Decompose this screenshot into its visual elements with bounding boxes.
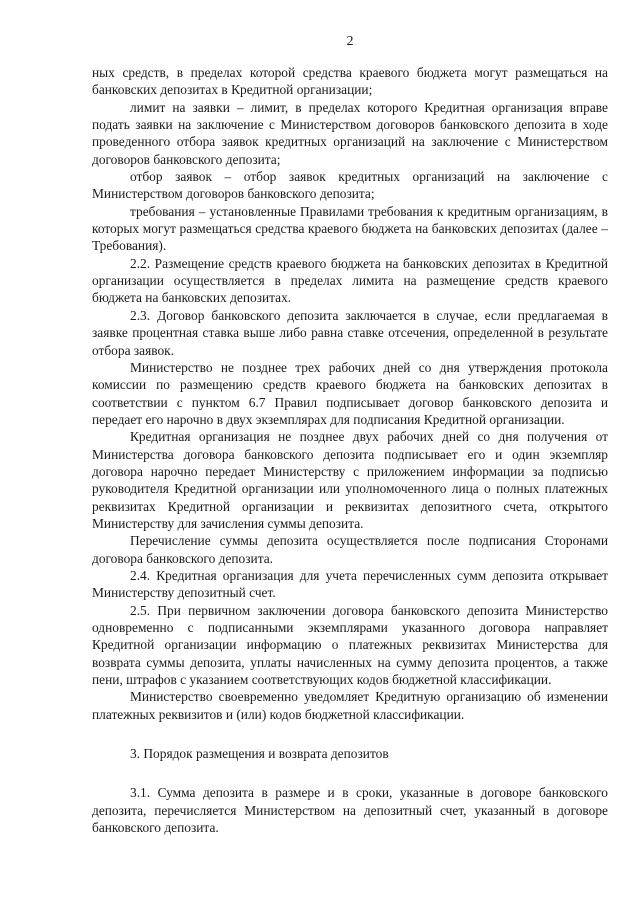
document-body — [92, 64, 608, 836]
paragraph-clause-2-3: 2.3. Договор банковского депозита заключается в случае, если предлагаемая в заявке процентная ставка выше либо равна ставке отсечения, определенной в результате отбора заявок. — [92, 307, 608, 358]
paragraph-definition-requirements: требования – установленные Правилами требования к кредитным организациям, в которых могут размещаться средства краевого бюджета на банковских депозитах (далее – Требования). — [92, 203, 608, 254]
paragraph-definition-application-limit: лимит на заявки – лимит, в пределах которого Кредитная организация вправе подать заявки на заключение с Министерством договоров банковского депозита в ходе проведенного отбора заявок кредитных организаций на заключение с Министерством договоров банковского депозита; — [92, 99, 608, 167]
paragraph-clause-2-5: 2.5. При первичном заключении договора банковского депозита Министерство одновременно с подписанными экземплярами указанного договора направляет Кредитной организации информацию о платежных реквизитах Министерства для возврата суммы депозита, уплаты начисленных на сумму депозита процентов, а также пени, штрафов с указанием соответствующих кодов бюджетной классификации. — [92, 602, 608, 688]
document-page — [92, 0, 608, 905]
section-heading: 3. Порядок размещения и возврата депозитов — [130, 746, 389, 762]
page-number: 2 — [346, 34, 354, 49]
paragraph-continuation: ных средств, в пределах которой средства краевого бюджета могут размещаться на банковских депозитах в Кредитной организации; — [92, 65, 608, 98]
paragraph-clause-2-4: 2.4. Кредитная организация для учета перечисленных сумм депозита открывает Министерству депозитный счет. — [92, 567, 608, 601]
paragraph-clause-3-1: 3.1. Сумма депозита в размере и в сроки, указанные в договоре банковского депозита, перечисляется Министерством на депозитный счет, указанный в договоре банковского депозита. — [92, 785, 608, 836]
spacer — [92, 723, 608, 745]
paragraph-ministry-notification: Министерство своевременно уведомляет Кредитную организацию об изменении платежных реквизитов и (или) кодов бюджетной классификации. — [92, 689, 608, 722]
paragraph-definition-application-selection: отбор заявок – отбор заявок кредитных организаций на заключение с Министерством договоров банковского депозита; — [92, 169, 608, 202]
spacer — [92, 762, 608, 784]
paragraph-deposit-transfer: Перечисление суммы депозита осуществляется после подписания Сторонами договора банковского депозита. — [92, 533, 608, 566]
paragraph-credit-org-signing: Кредитная организация не позднее двух рабочих дней со дня получения от Министерства договора банковского депозита подписывает его и один экземпляр договора нарочно передает Министерству с приложением информации за подписью руководителя Кредитной организации или уполномоченного лица о полных платежных реквизитах Кредитной организации и реквизитах депозитного счета, открытого Министерству для зачисления суммы депозита. — [92, 429, 608, 531]
paragraph-clause-2-2: 2.2. Размещение средств краевого бюджета на банковских депозитах в Кредитной организации осуществляется в пределах лимита на размещение средств краевого бюджета на банковских депозитах. — [92, 255, 608, 306]
paragraph-ministry-signing: Министерство не позднее трех рабочих дней со дня утверждения протокола комиссии по размещению средств краевого бюджета на банковских депозитах в соответствии с пунктом 6.7 Правил подписывает договор банковского депозита и передает его нарочно в двух экземплярах для подписания Кредитной организации. — [92, 359, 608, 427]
